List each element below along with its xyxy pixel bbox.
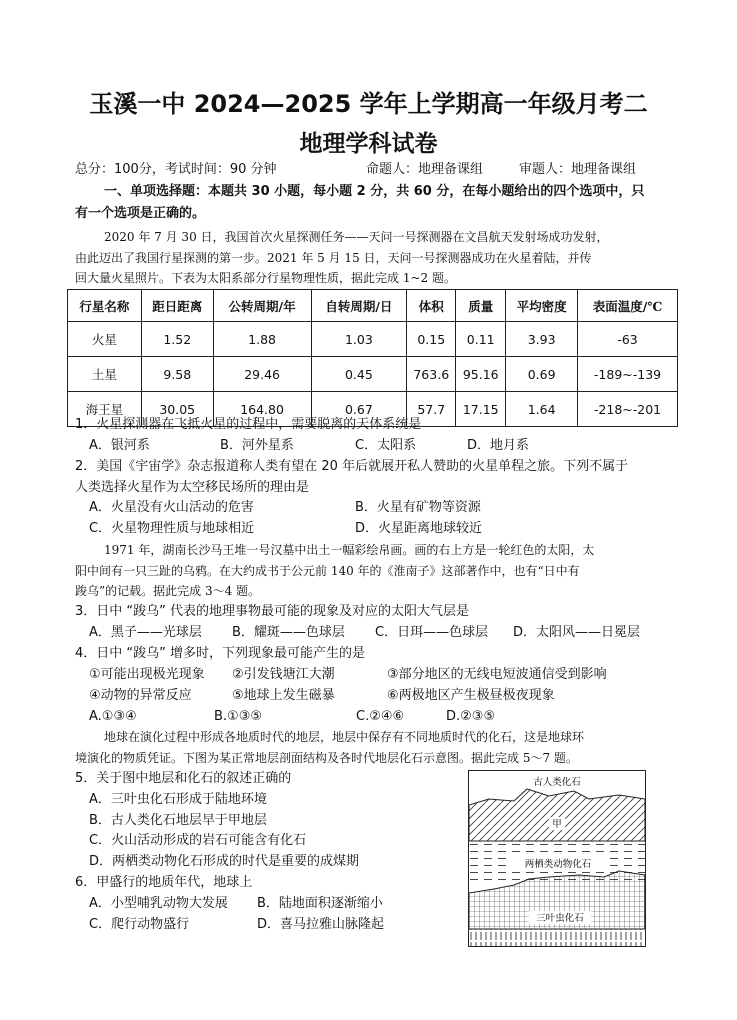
exam-title: 玉溪一中 2024—2025 学年上学期高一年级月考二	[89, 90, 648, 118]
table-header: 行星名称	[68, 290, 142, 322]
author: 命题人：地理备课组	[366, 162, 484, 177]
q2-option-b: B．火星有矿物等资源	[355, 500, 481, 515]
passage2-line1: 1971 年，湖南长沙马王堆一号汉墓中出土一幅彩绘帛画。画的右上方是一轮红色的太阳，太	[104, 543, 595, 557]
q2-stem-line2: 人类选择火星作为太空移民场所的理由是	[75, 480, 310, 495]
passage1-line3: 回大量火星照片。下表为太阳系部分行星物理性质，据此完成 1~2 题。	[75, 271, 456, 285]
table-header: 质量	[456, 290, 506, 322]
table-header: 表面温度/℃	[578, 290, 678, 322]
table-cell: 0.15	[407, 322, 456, 357]
passage2-line3: 踆乌”的记载。据此完成 3～4 题。	[75, 584, 261, 598]
q4-option-a: A.①③④	[89, 709, 137, 724]
q6-stem: 6．甲盛行的地质年代，地球上	[75, 875, 253, 890]
table-row	[68, 322, 678, 357]
q5-option-a: A．三叶虫化石形成于陆地环境	[89, 792, 267, 807]
passage1-line1: 2020 年 7 月 30 日，我国首次火星探测任务——天问一号探测器在文昌航天发射场成功发射，	[104, 230, 609, 244]
label-human-fossil: 古人类化石	[533, 777, 581, 788]
q6-option-d: D．喜马拉雅山脉隆起	[257, 917, 385, 932]
q5-option-c: C．火山活动形成的岩石可能含有化石	[89, 833, 307, 848]
table-cell: 3.93	[506, 322, 578, 357]
table-cell: 1.03	[311, 322, 407, 357]
score-time: 总分：100分，考试时间：90 分钟	[75, 162, 277, 177]
q4-option-b: B.①③⑤	[214, 709, 263, 724]
q4-item-3: ③部分地区的无线电短波通信受到影响	[387, 667, 607, 682]
q2-stem-line1: 2．美国《宇宙学》杂志报道称人类有望在 20 年后就展开私人赞助的火星单程之旅。下列不属于	[75, 459, 629, 474]
q1-option-b: B．河外星系	[220, 438, 294, 453]
table-cell: -189~-139	[578, 357, 678, 392]
table-cell: 30.05	[141, 392, 213, 427]
table-cell: 29.46	[213, 357, 311, 392]
exam-subtitle: 地理学科试卷	[299, 131, 438, 157]
passage3-line2: 境演化的物质凭证。下图为某正常地层剖面结构及各时代地层化石示意图。据此完成 5～7 题。	[75, 751, 578, 765]
passage3-line1: 地球在演化过程中形成各地质时代的地层，地层中保存有不同地质时代的化石，这是地球环	[104, 730, 585, 744]
q6-option-b: B．陆地面积逐渐缩小	[257, 896, 383, 911]
strata-figure	[468, 770, 646, 947]
table-header: 公转周期/年	[213, 290, 311, 322]
q3-option-c: C．日珥——色球层	[375, 625, 489, 640]
table-header-row	[68, 290, 678, 322]
table-cell: 海王星	[68, 392, 142, 427]
q4-stem: 4．日中 “踆乌” 增多时，下列现象最可能产生的是	[75, 646, 366, 661]
strata-diagram	[469, 771, 645, 946]
layer-jia	[469, 789, 645, 841]
q4-option-d: D.②③⑤	[446, 709, 496, 724]
table-cell: 17.15	[456, 392, 506, 427]
table-cell: 0.67	[311, 392, 407, 427]
table-cell: 1.88	[213, 322, 311, 357]
q4-item-2: ②引发钱塘江大潮	[232, 667, 335, 682]
reviewer: 审题人：地理备课组	[519, 162, 637, 177]
table-cell: 1.52	[141, 322, 213, 357]
q1-stem: 1．火星探测器在飞抵火星的过程中，需要脱离的天体系统是	[75, 417, 422, 432]
section-heading-line1: 一、单项选择题：本题共 30 小题，每小题 2 分，共 60 分，在每小题给出的四个选项中，只	[104, 184, 645, 199]
q4-item-4: ④动物的异常反应	[89, 688, 192, 703]
q5-option-b: B．古人类化石地层早于甲地层	[89, 813, 267, 828]
table-cell: 0.45	[311, 357, 407, 392]
q3-stem: 3．日中 “踆乌” 代表的地理事物最可能的现象及对应的太阳大气层是	[75, 604, 470, 619]
q5-option-d: D．两栖类动物化石形成的时代是重要的成煤期	[89, 854, 360, 869]
table-cell: 0.69	[506, 357, 578, 392]
q3-option-d: D．太阳风——日冕层	[513, 625, 641, 640]
q1-option-a: A．银河系	[89, 438, 150, 453]
table-header: 距日距离	[141, 290, 213, 322]
q6-option-a: A．小型哺乳动物大发展	[89, 896, 228, 911]
table-cell: 164.80	[213, 392, 311, 427]
table-cell: 57.7	[407, 392, 456, 427]
q3-option-b: B．耀斑——色球层	[232, 625, 345, 640]
table-cell: 0.11	[456, 322, 506, 357]
q2-option-d: D．火星距离地球较近	[355, 521, 483, 536]
table-cell: 火星	[68, 322, 142, 357]
planet-table	[67, 289, 678, 427]
table-cell: 土星	[68, 357, 142, 392]
label-jia: 甲	[552, 819, 562, 830]
passage2-line2: 阳中间有一只三趾的乌鸦。在大约成书于公元前 140 年的《淮南子》这部著作中，也有“日中有	[75, 564, 580, 578]
q5-stem: 5．关于图中地层和化石的叙述正确的	[75, 771, 292, 786]
section-heading-line2: 有一个选项是正确的。	[75, 206, 206, 221]
table-row	[68, 357, 678, 392]
q2-option-c: C．火星物理性质与地球相近	[89, 521, 255, 536]
q3-option-a: A．黑子——光球层	[89, 625, 202, 640]
label-amphibian-fossil: 两栖类动物化石	[524, 859, 592, 870]
table-cell: 763.6	[407, 357, 456, 392]
table-cell: 95.16	[456, 357, 506, 392]
layer-bottom	[469, 929, 645, 946]
q1-option-c: C．太阳系	[355, 438, 417, 453]
passage1-line2: 由此迈出了我国行星探测的第一步。2021 年 5 月 15 日，天问一号探测器成功在火星着陆，并传	[75, 251, 592, 265]
table-header: 平均密度	[506, 290, 578, 322]
q6-option-c: C．爬行动物盛行	[89, 917, 190, 932]
table-header: 体积	[407, 290, 456, 322]
label-trilobite-fossil: 三叶虫化石	[536, 913, 584, 924]
table-cell: 9.58	[141, 357, 213, 392]
table-cell: 1.64	[506, 392, 578, 427]
table-cell: -218~-201	[578, 392, 678, 427]
table-header: 自转周期/日	[311, 290, 407, 322]
q4-item-6: ⑥两极地区产生极昼极夜现象	[387, 688, 555, 703]
q1-option-d: D．地月系	[467, 438, 530, 453]
table-cell: -63	[578, 322, 678, 357]
q4-item-5: ⑤地球上发生磁暴	[232, 688, 335, 703]
q4-item-1: ①可能出现极光现象	[89, 667, 205, 682]
q2-option-a: A．火星没有火山活动的危害	[89, 500, 254, 515]
q4-option-c: C.②④⑥	[356, 709, 405, 724]
